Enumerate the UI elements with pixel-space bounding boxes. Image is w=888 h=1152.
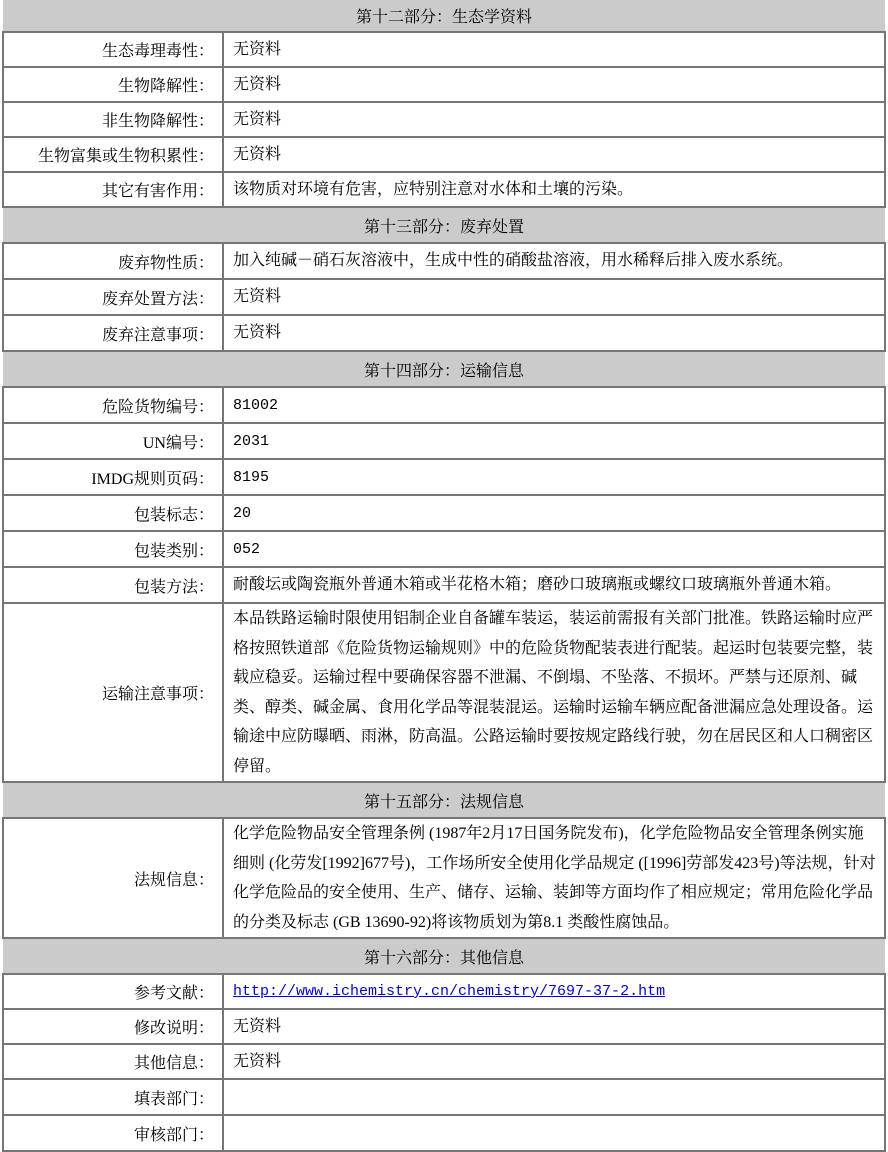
row-label: 其它有害作用： xyxy=(3,172,223,207)
table-row xyxy=(3,1079,885,1115)
table-row xyxy=(3,459,885,495)
row-label: 包装方法： xyxy=(3,567,223,603)
table-row xyxy=(3,137,885,172)
row-value: 无资料 xyxy=(233,288,282,305)
row-label: 生态毒理毒性： xyxy=(3,32,223,67)
row-value-cell xyxy=(223,603,885,782)
section-header-2: 第十四部分：运输信息 xyxy=(3,351,885,387)
row-value-cell xyxy=(223,818,885,938)
table-row xyxy=(3,567,885,603)
section-header-4: 第十六部分：其他信息 xyxy=(3,938,885,974)
row-label: 危险货物编号： xyxy=(3,387,223,423)
row-label: UN编号： xyxy=(3,423,223,459)
row-value: 20 xyxy=(233,504,252,522)
row-value: 该物质对环境有危害，应特别注意对水体和土壤的污染。 xyxy=(233,180,634,198)
row-value: 2031 xyxy=(233,432,270,450)
row-value: 加入纯碱－硝石灰溶液中，生成中性的硝酸盐溶液，用水稀释后排入废水系统。 xyxy=(233,252,794,269)
row-label: 包装类别： xyxy=(3,531,223,567)
row-label: 填表部门： xyxy=(3,1079,223,1115)
row-label: 其他信息： xyxy=(3,1044,223,1079)
table-row xyxy=(3,279,885,315)
row-label: 包装标志： xyxy=(3,495,223,531)
row-label: 修改说明： xyxy=(3,1009,223,1044)
table-row xyxy=(3,67,885,102)
row-value: 无资料 xyxy=(233,1052,282,1070)
row-value: 无资料 xyxy=(233,324,282,341)
row-label: 生物降解性： xyxy=(3,67,223,102)
row-value: 8195 xyxy=(233,468,270,486)
table-row xyxy=(3,603,885,782)
table-row xyxy=(3,243,885,279)
row-value-cell xyxy=(223,67,885,102)
row-value-cell xyxy=(223,459,885,495)
table-row xyxy=(3,1009,885,1044)
row-value-cell xyxy=(223,1115,885,1151)
row-value: 052 xyxy=(233,540,261,558)
row-value: 化学危险物品安全管理条例 (1987年2月17日国务院发布)，化学危险物品安全管理条例实施细则 (化劳发[1992]677号)，工作场所安全使用化学品规定 ([1996]劳部发423号)等法规，针对化学危险品的安全使用、生产、储存、运输、装卸等方面均作了相应规定；常用危险化学品的分类及标志 (GB 13690-92)将该物质划为第8.1 类酸性腐蚀品。 xyxy=(233,825,876,931)
table-row xyxy=(3,172,885,207)
row-value-cell xyxy=(223,32,885,67)
row-label: 废弃处置方法： xyxy=(3,279,223,315)
row-value: 81002 xyxy=(233,396,279,414)
row-label: 法规信息： xyxy=(3,818,223,938)
section-header-1: 第十三部分：废弃处置 xyxy=(3,207,885,243)
row-value-cell xyxy=(223,172,885,207)
table-row xyxy=(3,1115,885,1151)
table-row xyxy=(3,1044,885,1079)
row-label: 废弃物性质： xyxy=(3,243,223,279)
row-label: 审核部门： xyxy=(3,1115,223,1151)
table-row xyxy=(3,102,885,137)
row-value: 无资料 xyxy=(233,145,282,163)
row-value: 无资料 xyxy=(233,40,282,58)
row-value-cell xyxy=(223,1009,885,1044)
msds-table xyxy=(2,0,886,1152)
row-value-cell xyxy=(223,974,885,1009)
row-value: 本品铁路运输时限使用铝制企业自备罐车装运，装运前需报有关部门批准。铁路运输时应严格按照铁道部《危险货物运输规则》中的危险货物配装表进行配装。起运时包装要完整，装载应稳妥。运输过程中要确保容器不泄漏、不倒塌、不坠落、不损坏。严禁与还原剂、碱类、醇类、碱金属、食用化学品等混装混运。运输时运输车辆应配备泄漏应急处理设备。运输途中应防曝晒、雨淋，防高温。公路运输时要按规定路线行驶，勿在居民区和人口稠密区停留。 xyxy=(233,610,874,775)
row-value-cell xyxy=(223,387,885,423)
table-row xyxy=(3,387,885,423)
row-value-cell xyxy=(223,1044,885,1079)
section-header-3: 第十五部分：法规信息 xyxy=(3,782,885,818)
row-value-cell xyxy=(223,531,885,567)
row-value-cell xyxy=(223,495,885,531)
table-row xyxy=(3,974,885,1009)
row-value: 耐酸坛或陶瓷瓶外普通木箱或半花格木箱；磨砂口玻璃瓶或螺纹口玻璃瓶外普通木箱。 xyxy=(233,576,842,593)
row-value: 无资料 xyxy=(233,110,282,128)
table-row xyxy=(3,531,885,567)
row-label: IMDG规则页码： xyxy=(3,459,223,495)
row-value-cell xyxy=(223,567,885,603)
row-value-cell xyxy=(223,315,885,351)
row-label: 参考文献： xyxy=(3,974,223,1009)
row-value-cell xyxy=(223,102,885,137)
table-row xyxy=(3,495,885,531)
row-value-cell xyxy=(223,137,885,172)
section-header-0: 第十二部分：生态学资料 xyxy=(3,0,885,32)
row-label: 生物富集或生物积累性： xyxy=(3,137,223,172)
row-value: 无资料 xyxy=(233,75,282,93)
row-value-cell xyxy=(223,243,885,279)
row-value-cell xyxy=(223,423,885,459)
table-row xyxy=(3,315,885,351)
row-value-cell xyxy=(223,279,885,315)
reference-link[interactable]: http://www.ichemistry.cn/chemistry/7697-37-2.htm xyxy=(233,983,666,1000)
table-row xyxy=(3,32,885,67)
row-value-cell xyxy=(223,1079,885,1115)
row-label: 非生物降解性： xyxy=(3,102,223,137)
table-row xyxy=(3,423,885,459)
table-row xyxy=(3,818,885,938)
row-label: 运输注意事项： xyxy=(3,603,223,782)
row-label: 废弃注意事项： xyxy=(3,315,223,351)
row-value: 无资料 xyxy=(233,1017,282,1035)
